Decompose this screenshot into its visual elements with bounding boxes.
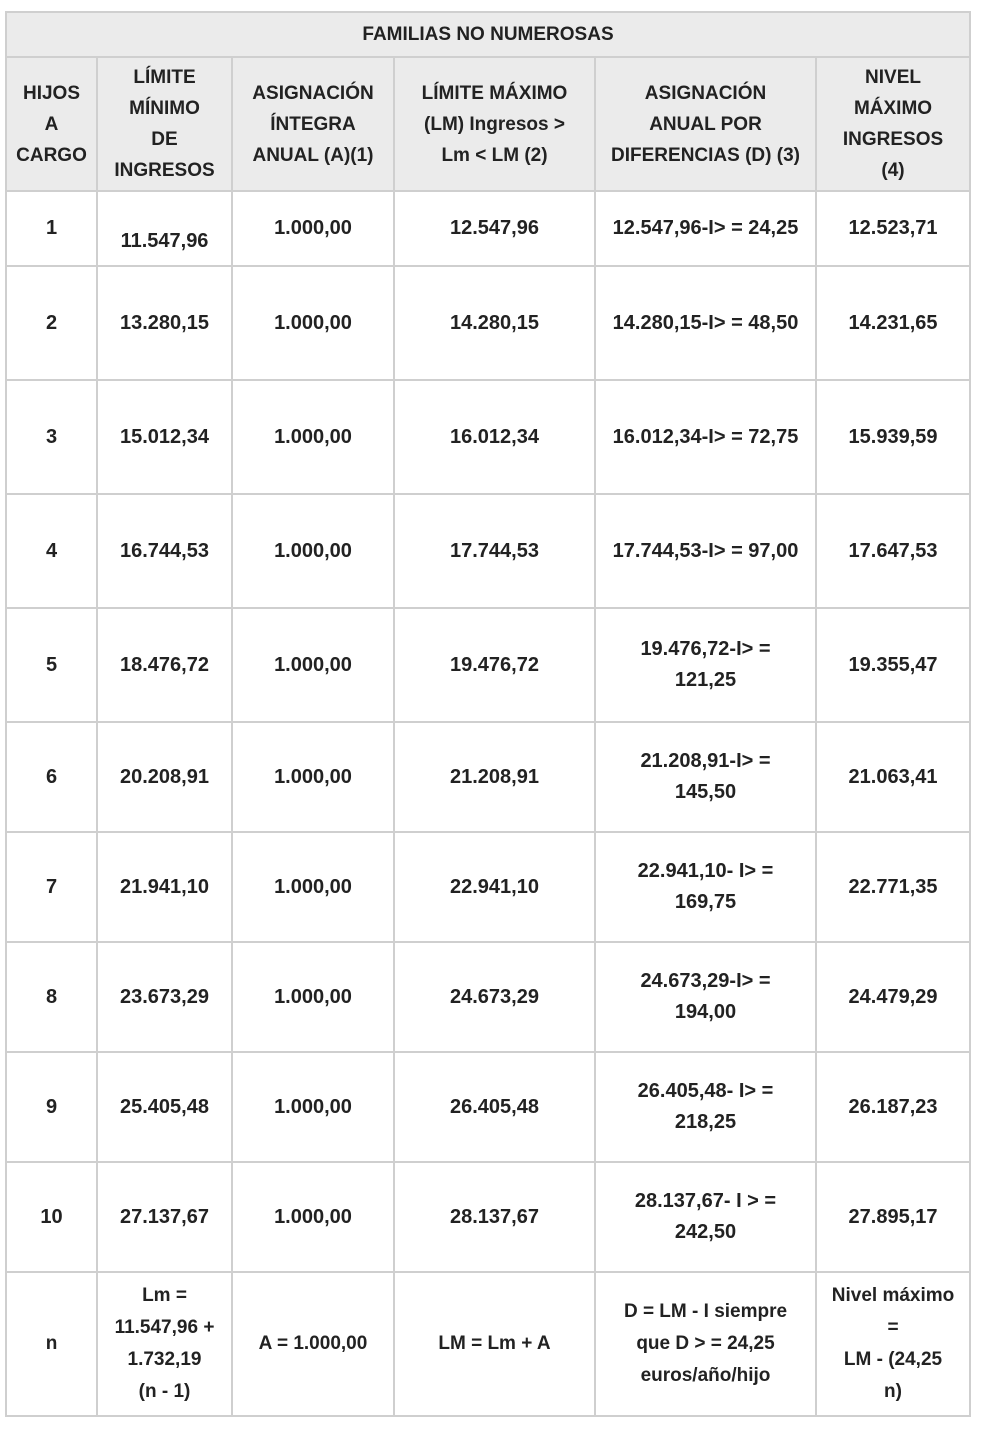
cell-limite-maximo: 14.280,15: [394, 266, 595, 380]
cell-limite-maximo-formula: LM = Lm + A: [394, 1272, 595, 1416]
cell-nivel-maximo: 21.063,41: [816, 722, 970, 832]
cell-hijos: 3: [6, 380, 97, 494]
cell-limite-maximo: 16.012,34: [394, 380, 595, 494]
cell-limite-maximo: 21.208,91: [394, 722, 595, 832]
cell-asignacion-diferencias: 22.941,10- I> = 169,75: [595, 832, 816, 942]
cell-hijos: 4: [6, 494, 97, 608]
cell-asignacion-integra: 1.000,00: [232, 191, 394, 266]
cell-nivel-maximo: 22.771,35: [816, 832, 970, 942]
cell-asignacion-diferencias-formula: D = LM - I siempre que D > = 24,25 euros/año/hijo: [595, 1272, 816, 1416]
cell-asignacion-diferencias: 21.208,91-I> = 145,50: [595, 722, 816, 832]
cell-asignacion-integra: 1.000,00: [232, 266, 394, 380]
cell-nivel-maximo: 12.523,71: [816, 191, 970, 266]
header-row: [6, 57, 970, 191]
cell-asignacion-diferencias: 19.476,72-I> = 121,25: [595, 608, 816, 722]
cell-asignacion-integra-formula: A = 1.000,00: [232, 1272, 394, 1416]
cell-asignacion-diferencias: 28.137,67- I > = 242,50: [595, 1162, 816, 1272]
cell-limite-minimo: 16.744,53: [97, 494, 232, 608]
cell-limite-maximo: 24.673,29: [394, 942, 595, 1052]
cell-nivel-maximo: 19.355,47: [816, 608, 970, 722]
cell-limite-minimo: 13.280,15: [97, 266, 232, 380]
cell-hijos: n: [6, 1272, 97, 1416]
cell-limite-minimo: 15.012,34: [97, 380, 232, 494]
table-title-row: [6, 12, 970, 57]
cell-hijos: 2: [6, 266, 97, 380]
cell-limite-minimo: 21.941,10: [97, 832, 232, 942]
cell-limite-maximo: 26.405,48: [394, 1052, 595, 1162]
table-row: [6, 380, 970, 494]
table-row: [6, 722, 970, 832]
cell-asignacion-diferencias: 17.744,53-I> = 97,00: [595, 494, 816, 608]
cell-limite-maximo: 22.941,10: [394, 832, 595, 942]
cell-nivel-maximo-formula: Nivel máximo = LM - (24,25 n): [816, 1272, 970, 1416]
cell-asignacion-integra: 1.000,00: [232, 380, 394, 494]
cell-limite-minimo: 23.673,29: [97, 942, 232, 1052]
cell-hijos: 1: [6, 191, 97, 266]
table-row: [6, 266, 970, 380]
table-row: [6, 494, 970, 608]
allowance-table: [5, 11, 971, 1417]
cell-nivel-maximo: 24.479,29: [816, 942, 970, 1052]
cell-nivel-maximo: 15.939,59: [816, 380, 970, 494]
column-header-nivel-maximo: NIVEL MÁXIMO INGRESOS (4): [816, 57, 970, 191]
cell-nivel-maximo: 26.187,23: [816, 1052, 970, 1162]
table-title: FAMILIAS NO NUMEROSAS: [6, 12, 970, 57]
cell-asignacion-integra: 1.000,00: [232, 942, 394, 1052]
cell-limite-minimo: 27.137,67: [97, 1162, 232, 1272]
table-row: [6, 1052, 970, 1162]
cell-limite-minimo: 18.476,72: [97, 608, 232, 722]
table-row: [6, 942, 970, 1052]
cell-limite-minimo: 11.547,96: [97, 191, 232, 266]
cell-limite-maximo: 19.476,72: [394, 608, 595, 722]
column-header-limite-minimo: LÍMITE MÍNIMO DE INGRESOS: [97, 57, 232, 191]
cell-hijos: 6: [6, 722, 97, 832]
column-header-asignacion-diferencias: ASIGNACIÓN ANUAL POR DIFERENCIAS (D) (3): [595, 57, 816, 191]
cell-asignacion-diferencias: 24.673,29-I> = 194,00: [595, 942, 816, 1052]
table-row: [6, 1162, 970, 1272]
table-row: [6, 832, 970, 942]
cell-nivel-maximo: 27.895,17: [816, 1162, 970, 1272]
cell-asignacion-integra: 1.000,00: [232, 1162, 394, 1272]
cell-hijos: 5: [6, 608, 97, 722]
cell-limite-maximo: 28.137,67: [394, 1162, 595, 1272]
formula-row: [6, 1272, 970, 1416]
cell-asignacion-diferencias: 16.012,34-I> = 72,75: [595, 380, 816, 494]
cell-limite-minimo: 25.405,48: [97, 1052, 232, 1162]
cell-hijos: 7: [6, 832, 97, 942]
cell-limite-maximo: 17.744,53: [394, 494, 595, 608]
table-row: [6, 608, 970, 722]
column-header-limite-maximo: LÍMITE MÁXIMO (LM) Ingresos > Lm < LM (2): [394, 57, 595, 191]
cell-limite-minimo: 20.208,91: [97, 722, 232, 832]
column-header-hijos: HIJOS A CARGO: [6, 57, 97, 191]
cell-asignacion-integra: 1.000,00: [232, 608, 394, 722]
cell-hijos: 8: [6, 942, 97, 1052]
table-row: [6, 191, 970, 266]
cell-hijos: 10: [6, 1162, 97, 1272]
cell-hijos: 9: [6, 1052, 97, 1162]
cell-asignacion-integra: 1.000,00: [232, 832, 394, 942]
cell-nivel-maximo: 17.647,53: [816, 494, 970, 608]
cell-asignacion-integra: 1.000,00: [232, 494, 394, 608]
cell-asignacion-diferencias: 26.405,48- I> = 218,25: [595, 1052, 816, 1162]
column-header-asignacion-integra: ASIGNACIÓN ÍNTEGRA ANUAL (A)(1): [232, 57, 394, 191]
cell-limite-maximo: 12.547,96: [394, 191, 595, 266]
cell-asignacion-diferencias: 12.547,96-I> = 24,25: [595, 191, 816, 266]
table-wrapper: [5, 11, 971, 1417]
cell-asignacion-integra: 1.000,00: [232, 722, 394, 832]
cell-nivel-maximo: 14.231,65: [816, 266, 970, 380]
cell-asignacion-diferencias: 14.280,15-I> = 48,50: [595, 266, 816, 380]
cell-asignacion-integra: 1.000,00: [232, 1052, 394, 1162]
cell-limite-minimo-formula: Lm = 11.547,96 + 1.732,19 (n - 1): [97, 1272, 232, 1416]
